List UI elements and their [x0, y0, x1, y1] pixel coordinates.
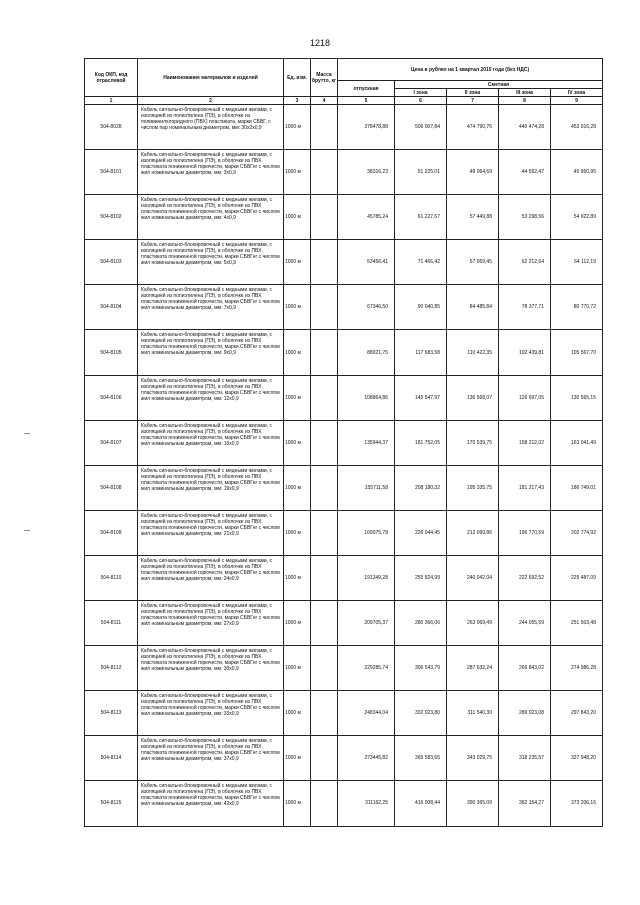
price-wholesale: 209705,37: [338, 601, 395, 646]
unit-of-measure: 1000 м: [284, 150, 311, 195]
header-zone-1: I зона: [395, 89, 447, 97]
price-zone-3: 440 474,28: [499, 105, 551, 150]
price-zone-1: 255 824,99: [395, 555, 447, 600]
material-name: Кабель сигнально-блокировочный с медными жилами, с изоляцией из полиэтилена (ПЭ), в оболочке из ПВХ пластиката пониженной горючести, марки СБВГнг с числом жил номинальным диаметром, мм: 12х0,9: [138, 375, 284, 420]
unit-of-measure: 1000 м: [284, 691, 311, 736]
okp-code: 504-8101: [85, 150, 138, 195]
price-zone-3: 318 235,57: [499, 736, 551, 781]
price-zone-4: 297 843,20: [551, 691, 603, 736]
unit-of-measure: 1000 м: [284, 555, 311, 600]
material-name: Кабель сигнально-блокировочный с медными жилами, с изоляцией из полиэтилена (ПЭ), в оболочке из ПВХ пластиката пониженной горючести, марки СБВГнг с числом жил номинальным диаметром, мм: 30х0,9: [138, 646, 284, 691]
unit-of-measure: 1000 м: [284, 510, 311, 555]
unit-of-measure: 1000 м: [284, 195, 311, 240]
price-zone-1: 181 752,05: [395, 420, 447, 465]
gross-mass: [311, 601, 338, 646]
material-name: Кабель сигнально-блокировочный с медными жилами, с изоляцией из полиэтилена (ПЭ), в оболочке из ПВХ пластиката пониженной горючести, марки СБВГнг с числом жил номинальным диаметром, мм: 42х0,9: [138, 781, 284, 826]
price-zone-2: 170 539,75: [447, 420, 499, 465]
price-wholesale: 45785,24: [338, 195, 395, 240]
table-row: [85, 736, 603, 781]
price-zone-3: 266 843,02: [499, 646, 551, 691]
okp-code: 504-8103: [85, 240, 138, 285]
price-wholesale: 169075,78: [338, 510, 395, 555]
header-estimate: Сметная: [395, 81, 603, 89]
material-name: Кабель сигнально-блокировочный с медными жилами, с изоляцией из полиэтилена (ПЭ), в оболочке из ПВХ пластиката пониженной горючести, марки СБВГнг с числом жил номинальным диаметром, мм: 24х0,9: [138, 555, 284, 600]
table-row: [85, 691, 603, 736]
table-row: [85, 781, 603, 826]
price-wholesale: 88021,75: [338, 330, 395, 375]
price-zone-1: 51 225,01: [395, 150, 447, 195]
okp-code: 504-8115: [85, 781, 138, 826]
price-zone-4: 130 565,15: [551, 375, 603, 420]
price-zone-3: 181 217,43: [499, 465, 551, 510]
table-row: [85, 240, 603, 285]
gross-mass: [311, 736, 338, 781]
okp-code: 504-8028: [85, 105, 138, 150]
okp-code: 504-8111: [85, 601, 138, 646]
price-zone-2: 110 422,35: [447, 330, 499, 375]
header-zone-2: II зона: [447, 89, 499, 97]
unit-of-measure: 1000 м: [284, 105, 311, 150]
table-row: [85, 105, 603, 150]
price-zone-1: 61 227,67: [395, 195, 447, 240]
table-row: [85, 601, 603, 646]
price-zone-3: 289 023,08: [499, 691, 551, 736]
unit-of-measure: 1000 м: [284, 601, 311, 646]
price-zone-1: 280 366,06: [395, 601, 447, 646]
price-zone-3: 102 439,81: [499, 330, 551, 375]
material-name: Кабель сигнально-блокировочный с медными жилами, с изоляцией из полиэтилена (ПЭ), в оболочке из ПВХ пластиката пониженной горючести, марки СБВГнг с числом жил номинальным диаметром, мм: 16х0,9: [138, 420, 284, 465]
price-zone-1: 332 023,80: [395, 691, 447, 736]
unit-of-measure: 1000 м: [284, 375, 311, 420]
column-number: 1: [85, 97, 138, 105]
price-zone-4: 453 916,28: [551, 105, 603, 150]
gross-mass: [311, 330, 338, 375]
column-number: 9: [551, 97, 603, 105]
table-row: [85, 465, 603, 510]
column-number-row: [85, 97, 603, 105]
price-zone-3: 362 154,27: [499, 781, 551, 826]
okp-code: 504-8105: [85, 330, 138, 375]
price-zone-2: 136 568,07: [447, 375, 499, 420]
header-code: Код ОКП, код отраслевой: [85, 59, 138, 97]
price-zone-4: 186 749,01: [551, 465, 603, 510]
price-wholesale: 191349,28: [338, 555, 395, 600]
material-name: Кабель сигнально-блокировочный с медными жилами, с изоляцией из полиэтилена (ПЭ), в оболочке из ПВХ пластиката пониженной горючести, марки СБВГнг с числом жил номинальным диаметром, мм: 37х0,9: [138, 736, 284, 781]
price-zone-4: 274 986,28: [551, 646, 603, 691]
unit-of-measure: 1000 м: [284, 465, 311, 510]
material-name: Кабель сигнально-блокировочный с медными жилами, с изоляцией из полиэтилена (ПЭ), в оболочке из ПВХ пластиката пониженной горючести, марки СБВГнг с числом жил номинальным диаметром, мм: 9х0,9: [138, 330, 284, 375]
price-zone-2: 67 059,45: [447, 240, 499, 285]
material-name: Кабель сигнально-блокировочный с медными жилами, с изоляцией из полиэтилена (ПЭ), в оболочке из ПВХ пластиката пониженной горючести, марки СБВГнг с числом жил номинальным диаметром, мм: 19х0,9: [138, 465, 284, 510]
price-zone-3: 126 697,05: [499, 375, 551, 420]
unit-of-measure: 1000 м: [284, 736, 311, 781]
price-wholesale: 53456,41: [338, 240, 395, 285]
gross-mass: [311, 465, 338, 510]
price-zone-3: 196 770,59: [499, 510, 551, 555]
okp-code: 504-8102: [85, 195, 138, 240]
price-zone-1: 117 683,58: [395, 330, 447, 375]
price-zone-3: 222 692,52: [499, 555, 551, 600]
price-wholesale: 273445,82: [338, 736, 395, 781]
price-zone-1: 90 040,85: [395, 285, 447, 330]
price-zone-3: 62 212,64: [499, 240, 551, 285]
unit-of-measure: 1000 м: [284, 420, 311, 465]
unit-of-measure: 1000 м: [284, 330, 311, 375]
price-zone-2: 195 335,75: [447, 465, 499, 510]
okp-code: 504-8109: [85, 510, 138, 555]
price-zone-1: 306 543,79: [395, 646, 447, 691]
price-zone-2: 311 540,30: [447, 691, 499, 736]
price-zone-1: 506 007,84: [395, 105, 447, 150]
gross-mass: [311, 781, 338, 826]
column-number: 6: [395, 97, 447, 105]
gross-mass: [311, 510, 338, 555]
column-number: 3: [284, 97, 311, 105]
price-zone-2: 240 042,04: [447, 555, 499, 600]
price-zone-1: 145 547,97: [395, 375, 447, 420]
price-zone-3: 53 298,56: [499, 195, 551, 240]
material-name: Кабель сигнально-блокировочный с медными жилами, с изоляцией из полиэтилена (ПЭ), в оболочке из ПВХ пластиката пониженной горючести, марки СБВГнг с числом жил номинальным диаметром, мм: 5х0,9: [138, 240, 284, 285]
okp-code: 504-8108: [85, 465, 138, 510]
price-zone-2: 57 449,88: [447, 195, 499, 240]
price-wholesale: 38316,23: [338, 150, 395, 195]
okp-code: 504-8107: [85, 420, 138, 465]
material-name: Кабель сигнально-блокировочный с медными жилами, с изоляцией из полиэтилена (ПЭ), в оболочке из ПВХ пластиката пониженной горючести, марки СБВГнг с числом жил номинальным диаметром, мм: 4х0,9: [138, 195, 284, 240]
margin-mark: [24, 433, 30, 434]
header-wholesale: отпускная: [338, 81, 395, 97]
price-wholesale: 378478,88: [338, 105, 395, 150]
price-wholesale: 135944,37: [338, 420, 395, 465]
unit-of-measure: 1000 м: [284, 240, 311, 285]
gross-mass: [311, 285, 338, 330]
table-row: [85, 330, 603, 375]
gross-mass: [311, 646, 338, 691]
price-wholesale: 248344,04: [338, 691, 395, 736]
gross-mass: [311, 240, 338, 285]
okp-code: 504-8104: [85, 285, 138, 330]
price-zone-1: 365 583,65: [395, 736, 447, 781]
price-zone-4: 202 774,92: [551, 510, 603, 555]
header-mass: Масса брутто, кг: [311, 59, 338, 97]
table-row: [85, 150, 603, 195]
price-zone-3: 44 592,47: [499, 150, 551, 195]
price-zone-2: 474 790,76: [447, 105, 499, 150]
material-name: Кабель сигнально-блокировочный с медными жилами, с изоляцией из полиэтилена (ПЭ), в оболочке из поливинилхлоридного (ПВХ) пластиката, марки СБВГ, с числом пар номинальным диаметром, мм: 30х2х0,9: [138, 105, 284, 150]
gross-mass: [311, 105, 338, 150]
gross-mass: [311, 555, 338, 600]
column-number: 8: [499, 97, 551, 105]
material-name: Кабель сигнально-блокировочный с медными жилами, с изоляцией из полиэтилена (ПЭ), в оболочке из ПВХ пластиката пониженной горючести, марки СБВГнг с числом жил номинальным диаметром, мм: 33х0,9: [138, 691, 284, 736]
unit-of-measure: 1000 м: [284, 781, 311, 826]
okp-code: 504-8113: [85, 691, 138, 736]
price-zone-4: 64 112,19: [551, 240, 603, 285]
table-row: [85, 555, 603, 600]
material-name: Кабель сигнально-блокировочный с медными жилами, с изоляцией из полиэтилена (ПЭ), в оболочке из ПВХ пластиката пониженной горючести, марки СБВГнг с числом жил номинальным диаметром, мм: 27х0,9: [138, 601, 284, 646]
price-zone-4: 229 487,09: [551, 555, 603, 600]
price-zone-1: 416 008,44: [395, 781, 447, 826]
price-zone-1: 226 044,45: [395, 510, 447, 555]
column-number: 7: [447, 97, 499, 105]
price-zone-3: 78 377,71: [499, 285, 551, 330]
price-zone-1: 71 466,42: [395, 240, 447, 285]
unit-of-measure: 1000 м: [284, 646, 311, 691]
okp-code: 504-8114: [85, 736, 138, 781]
gross-mass: [311, 420, 338, 465]
header-zone-4: IV зона: [551, 89, 603, 97]
unit-of-measure: 1000 м: [284, 285, 311, 330]
gross-mass: [311, 195, 338, 240]
column-number: 4: [311, 97, 338, 105]
gross-mass: [311, 375, 338, 420]
header-price-group: Цена в рублях на 1 квартал 2010 года (без НДС): [338, 59, 603, 81]
gross-mass: [311, 150, 338, 195]
price-zone-4: 373 206,16: [551, 781, 603, 826]
okp-code: 504-8106: [85, 375, 138, 420]
price-zone-2: 390 365,09: [447, 781, 499, 826]
okp-code: 504-8110: [85, 555, 138, 600]
material-name: Кабель сигнально-блокировочный с медными жилами, с изоляцией из полиэтилена (ПЭ), в оболочке из ПВХ пластиката пониженной горючести, марки СБВГнг с числом жил номинальным диаметром, мм: 21х0,9: [138, 510, 284, 555]
okp-code: 504-8112: [85, 646, 138, 691]
material-name: Кабель сигнально-блокировочный с медными жилами, с изоляцией из полиэтилена (ПЭ), в оболочке из ПВХ пластиката пониженной горючести, марки СБВГнг с числом жил номинальным диаметром, мм: 3х0,9: [138, 150, 284, 195]
price-zone-4: 45 950,95: [551, 150, 603, 195]
price-zone-4: 105 567,70: [551, 330, 603, 375]
price-wholesale: 67346,50: [338, 285, 395, 330]
price-wholesale: 108864,86: [338, 375, 395, 420]
margin-mark: [24, 530, 30, 531]
price-zone-4: 327 948,20: [551, 736, 603, 781]
price-wholesale: 311162,25: [338, 781, 395, 826]
table-row: [85, 420, 603, 465]
price-zone-3: 244 055,59: [499, 601, 551, 646]
price-zone-2: 287 632,24: [447, 646, 499, 691]
price-zone-4: 251 503,48: [551, 601, 603, 646]
column-number: 2: [138, 97, 284, 105]
price-zone-2: 212 099,86: [447, 510, 499, 555]
table-row: [85, 646, 603, 691]
price-zone-3: 158 212,02: [499, 420, 551, 465]
material-name: Кабель сигнально-блокировочный с медными жилами, с изоляцией из полиэтилена (ПЭ), в оболочке из ПВХ пластиката пониженной горючести, марки СБВГнг с числом жил номинальным диаметром, мм: 7х0,9: [138, 285, 284, 330]
price-zone-4: 163 041,49: [551, 420, 603, 465]
price-zone-4: 54 922,89: [551, 195, 603, 240]
gross-mass: [311, 691, 338, 736]
price-zone-2: 343 029,75: [447, 736, 499, 781]
price-wholesale: 155711,58: [338, 465, 395, 510]
price-zone-4: 80 770,72: [551, 285, 603, 330]
page-number: 1218: [309, 38, 331, 48]
table-row: [85, 285, 603, 330]
header-zone-3: III зона: [499, 89, 551, 97]
table-row: [85, 510, 603, 555]
header-unit: Ед. изм.: [284, 59, 311, 97]
price-zone-1: 208 180,32: [395, 465, 447, 510]
table-row: [85, 195, 603, 240]
header-name: Наименование материалов и изделий: [138, 59, 284, 97]
table-row: [85, 375, 603, 420]
price-wholesale: 229285,74: [338, 646, 395, 691]
price-zone-2: 48 064,69: [447, 150, 499, 195]
price-table: [84, 58, 603, 827]
column-number: 5: [338, 97, 395, 105]
price-zone-2: 263 069,49: [447, 601, 499, 646]
price-zone-2: 84 485,84: [447, 285, 499, 330]
